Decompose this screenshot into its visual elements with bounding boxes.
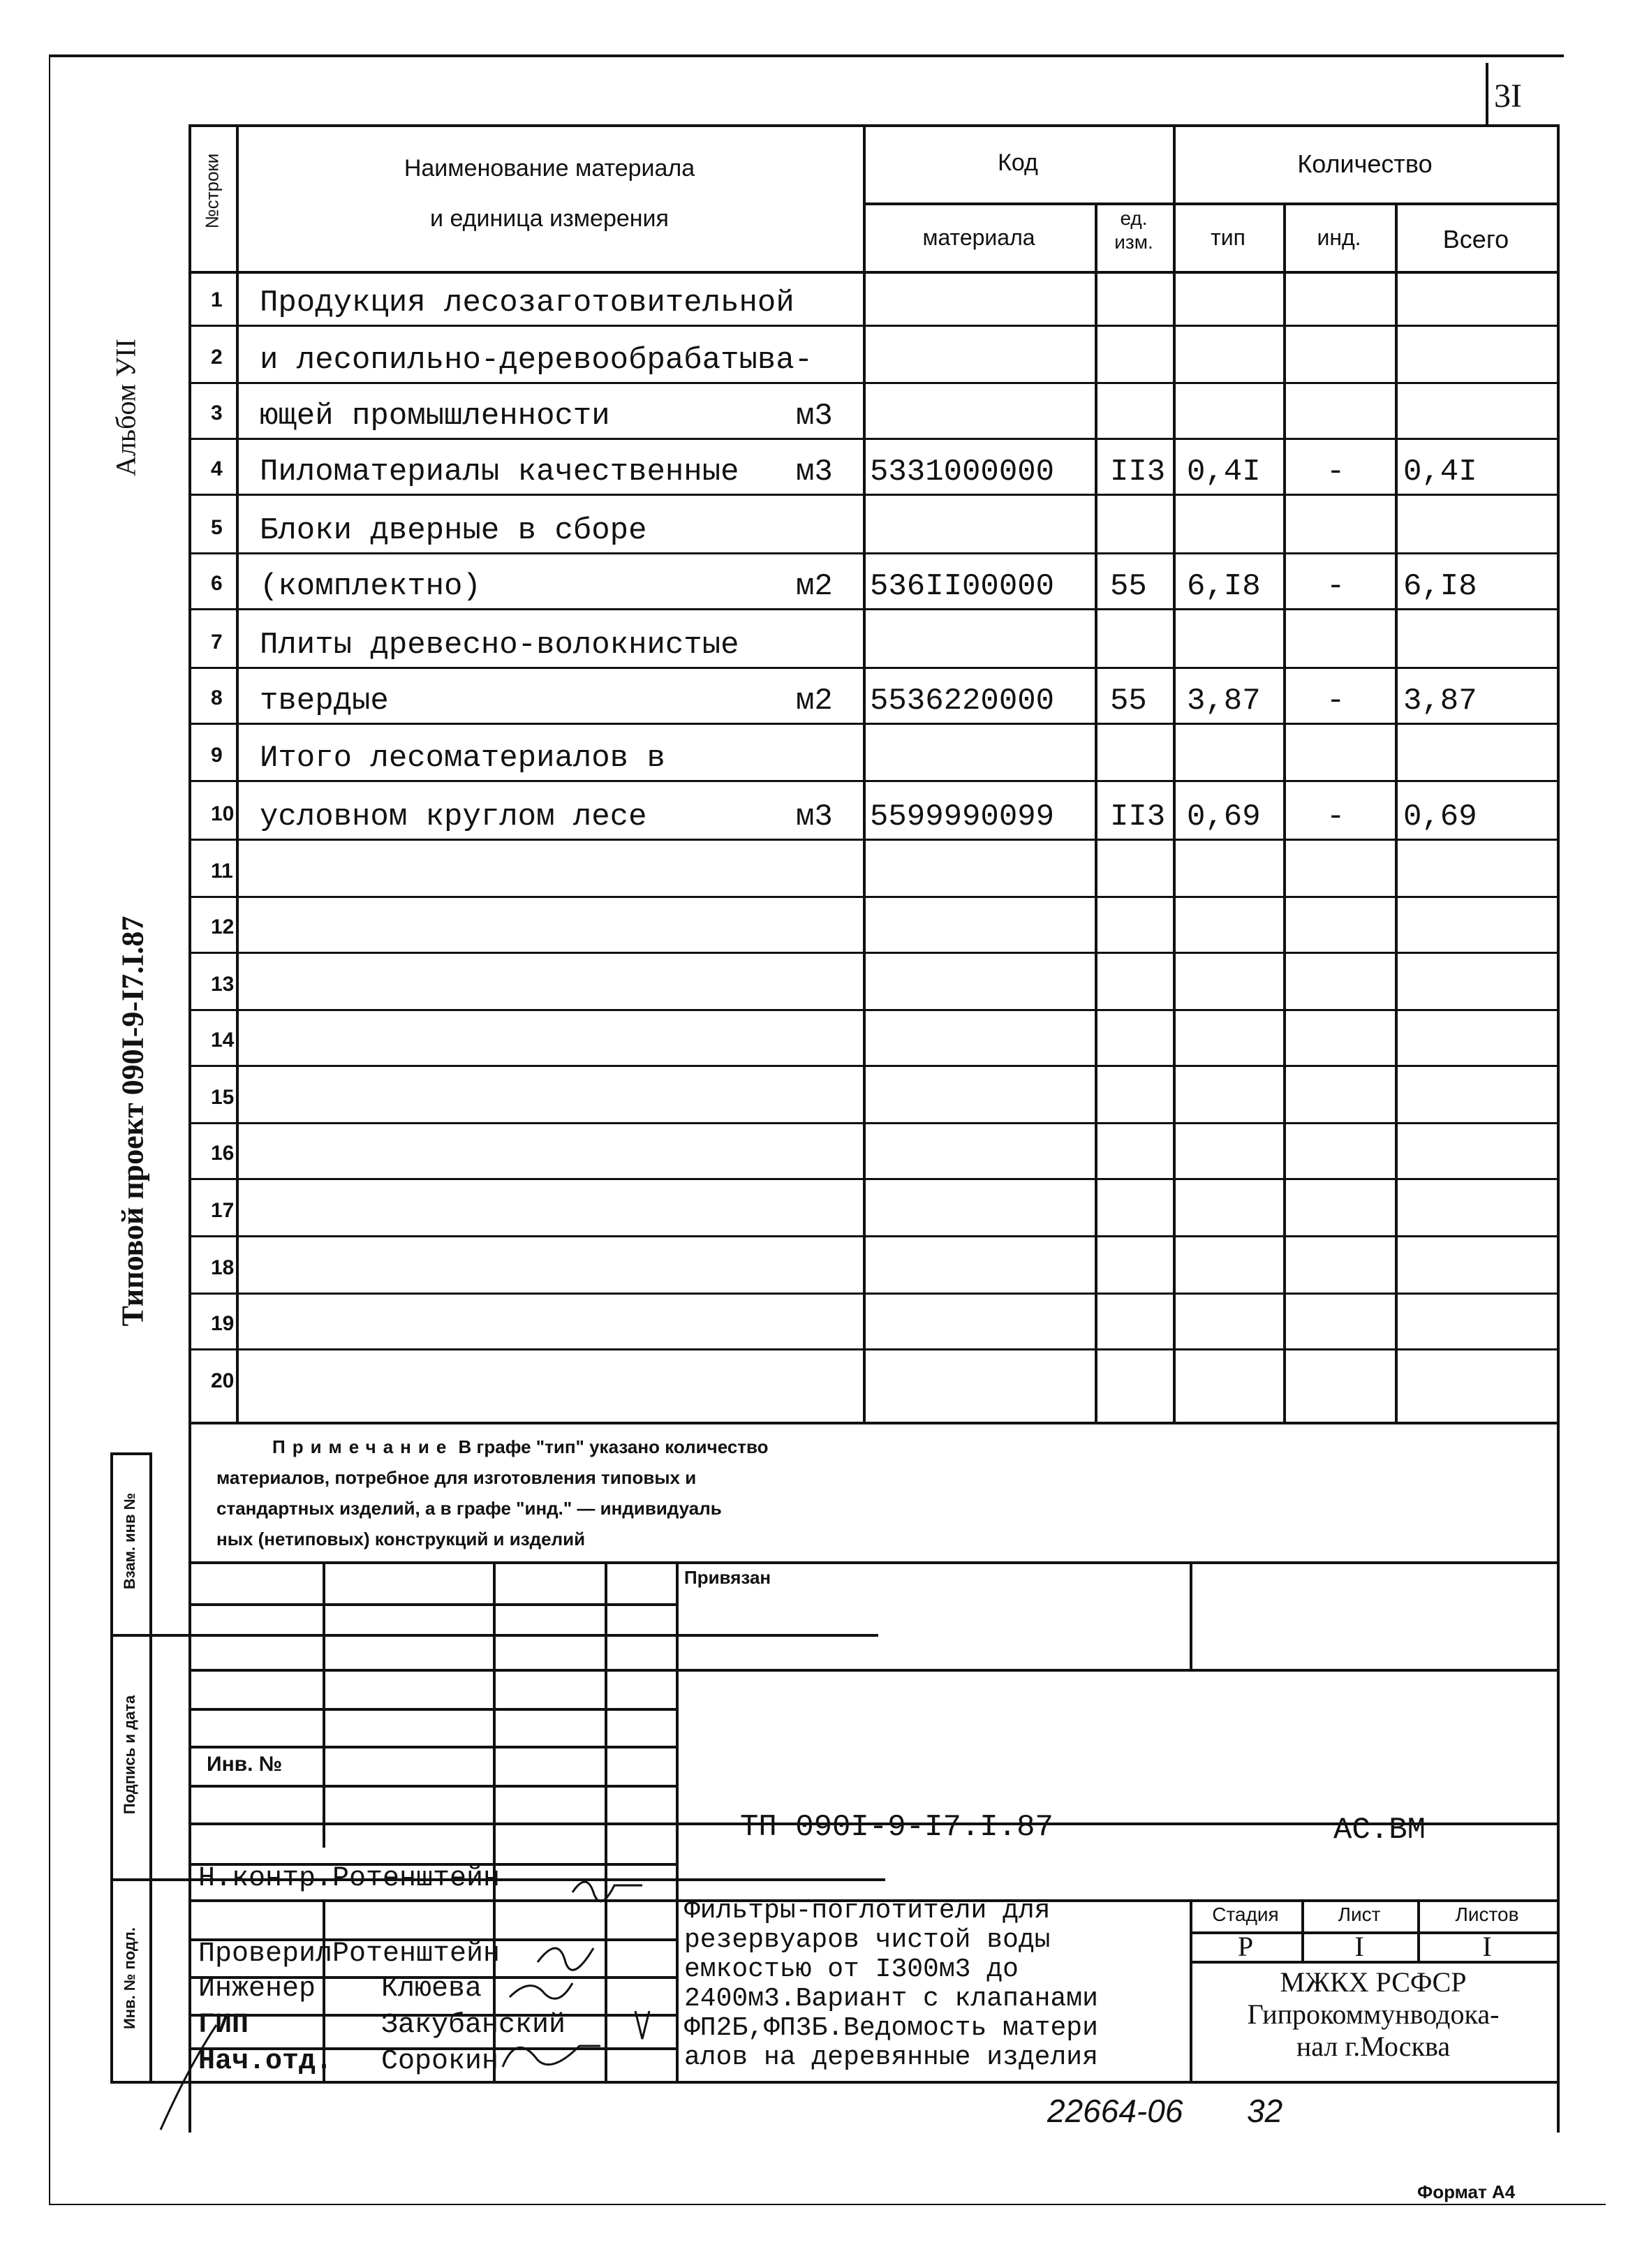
margin-sign-date: Подпись и дата [121,1695,138,1815]
drawing-title [684,1897,1187,2072]
n-kontr-name: Ротенштейн [332,1863,501,1894]
note-line2: материалов, потребное для изготовления типовых и [216,1467,697,1488]
name-unit: м2 [796,569,833,604]
signature-marks [489,1857,698,2088]
row-number: 3 [211,402,223,425]
material-name: Пиломатериалы качественные [260,455,739,489]
material-code: 536II00000 [870,569,1055,604]
qty-individual: - [1326,569,1345,604]
row-number: 14 [211,1029,235,1052]
inv-number-label: Инв. № [207,1753,283,1776]
sheets-label: Листов [1455,1904,1519,1925]
engineer-role: Инженер [198,1973,316,2005]
material-name: Продукция лесозаготовительной [260,286,794,321]
row-number: 18 [211,1256,235,1279]
material-name: Блоки дверные в сборе [260,513,647,548]
note-line4: ных (нетиповых) конструкций и изделий [216,1529,586,1549]
unit-code: 55 [1110,569,1147,604]
qty-type: 0,4I [1187,455,1261,489]
qty-total: 6,I8 [1403,569,1477,604]
row-divider [188,1065,1557,1067]
table-row [0,955,1649,1011]
table-row [0,1239,1649,1295]
document-code: ТП 090I-9-I7.I.87 [740,1810,1053,1845]
stage-label: Стадия [1212,1904,1279,1925]
pen-stroke [147,2018,230,2137]
row-number: 19 [211,1312,235,1335]
n-kontr-role: Н.контр. [198,1863,333,1894]
checked-name: Ротенштейн [332,1938,501,1970]
header-individual: инд. [1317,225,1361,250]
archive-number: 22664-06 [1047,2093,1183,2129]
table-row [0,1352,1649,1408]
name-unit: м3 [796,399,833,434]
gip-name: Закубанский [381,2010,566,2041]
material-code: 5536220000 [870,684,1055,719]
row-divider [188,723,1557,725]
format-label: Формат А4 [1417,2181,1516,2202]
table-row [0,1068,1649,1124]
header-type: тип [1211,225,1245,250]
row-number: 11 [211,860,233,883]
title-line3: емкостью от I300м3 до [684,1954,1019,1984]
table-row [0,271,1649,327]
qty-type: 0,69 [1187,800,1261,834]
org-line2: Гипрокоммунводока- [1247,1998,1500,2030]
gip-role: ГИП [198,2010,249,2041]
qty-individual: - [1326,684,1345,719]
note-line3: стандартных изделий, а в графе "инд." — индивидуаль [216,1498,722,1519]
margin-inv-orig: Инв. № подл. [121,1927,138,2029]
name-unit: м2 [796,684,833,719]
sheets-value: I [1482,1931,1492,1962]
row-number: 15 [211,1086,235,1109]
header-quantity: Количество [1297,149,1433,178]
row-number: 4 [211,457,223,480]
row-divider [188,1348,1557,1350]
qty-total: 0,69 [1403,800,1477,834]
row-number: 5 [211,516,223,539]
material-name: (комплектно) [260,569,481,604]
table-row [0,726,1649,782]
header-material: материала [922,225,1035,250]
row-divider [188,608,1557,610]
unit-code: II3 [1110,800,1166,834]
head-role: Нач.отд. [198,2046,333,2077]
table-row [0,1011,1649,1067]
project-label: Типовой проект 090I-9-I7.I.87 [115,915,150,1327]
row-number: 12 [211,915,235,938]
checked-role: Проверил [198,1938,333,1970]
qty-individual: - [1326,455,1345,489]
name-unit: м3 [796,800,833,834]
table-row [0,384,1649,440]
row-number: 13 [211,973,235,996]
material-code: 5599990099 [870,800,1055,834]
material-code: 5331000000 [870,455,1055,489]
material-name: Итого лесоматериалов в [260,741,665,776]
table-row [0,1295,1649,1350]
row-divider [188,1178,1557,1180]
row-number: 8 [211,686,223,709]
material-name: условном круглом лесе [260,800,647,834]
document-mark: АС.ВМ [1333,1813,1426,1848]
row-divider [188,952,1557,954]
org-line3: нал г.Москва [1296,2031,1451,2062]
table-row [0,440,1649,496]
row-divider [188,494,1557,496]
row-divider [188,839,1557,841]
privyazan-label: Привязан [684,1567,771,1588]
qty-total: 3,87 [1403,684,1477,719]
row-number: 20 [211,1369,235,1392]
table-row [0,613,1649,669]
sheet-label: Лист [1338,1904,1381,1925]
header-code: Код [998,149,1038,176]
table-row [0,842,1649,898]
unit-code: II3 [1110,455,1166,489]
stage-value: Р [1237,1931,1254,1962]
sheet-value: I [1354,1931,1364,1962]
organization [1190,1966,1557,2063]
row-number: 10 [211,802,235,825]
material-name: ющей промышленности [260,399,610,434]
qty-total: 0,4I [1403,455,1477,489]
row-number: 1 [211,288,223,311]
table-row [0,1124,1649,1180]
materials-table [0,271,1649,1423]
note [216,1431,1124,1554]
row-number: 17 [211,1199,235,1222]
org-line1: МЖКХ РСФСР [1280,1966,1467,1998]
engineer-name: Клюева [381,1973,482,2005]
table-row [0,499,1649,554]
header-row-number: №строки [201,153,223,229]
qty-individual: - [1326,800,1345,834]
unit-code: 55 [1110,684,1147,719]
qty-type: 3,87 [1187,684,1261,719]
row-number: 7 [211,631,223,654]
page-number-2: 32 [1247,2093,1283,2129]
header-unit: ед. изм. [1114,207,1153,253]
qty-type: 6,I8 [1187,569,1261,604]
table-row [0,898,1649,954]
row-divider [188,325,1557,327]
page-number: 3I [1494,78,1522,115]
table-row [0,554,1649,610]
title-line1: Фильтры-поглотители для [684,1896,1051,1926]
name-unit: м3 [796,455,833,489]
head-name: Сорокин [381,2046,499,2077]
title-line5: ФП2Б,ФП3Б.Ведомость матери [684,2013,1098,2043]
row-number: 9 [211,744,223,767]
margin-inv-no: Взам. инв № [121,1492,138,1590]
table-row [0,1181,1649,1237]
table-row [0,669,1649,725]
title-line4: 2400м3.Вариант с клапанами [684,1984,1098,2014]
note-line1: В графе "тип" указано количество [453,1436,769,1457]
row-divider [188,1235,1557,1237]
table-row [0,328,1649,384]
header-name-line2: и единица измерения [430,205,669,232]
row-number: 16 [211,1142,235,1165]
title-line6: алов на деревянные изделия [684,2042,1098,2072]
title-line2: резервуаров чистой воды [684,1925,1051,1955]
header-name-line1: Наименование материала [404,155,695,182]
header-total: Всего [1442,225,1509,253]
material-name: Плиты древесно-волокнистые [260,628,739,663]
material-name: и лесопильно-деревообрабатыва- [260,343,813,378]
note-lead: Примечание [272,1436,454,1457]
row-number: 6 [211,572,223,595]
album-label: Альбом УII [110,339,142,476]
table-row [0,785,1649,841]
material-name: твердые [260,684,389,719]
row-divider [188,780,1557,782]
row-number: 2 [211,346,223,369]
